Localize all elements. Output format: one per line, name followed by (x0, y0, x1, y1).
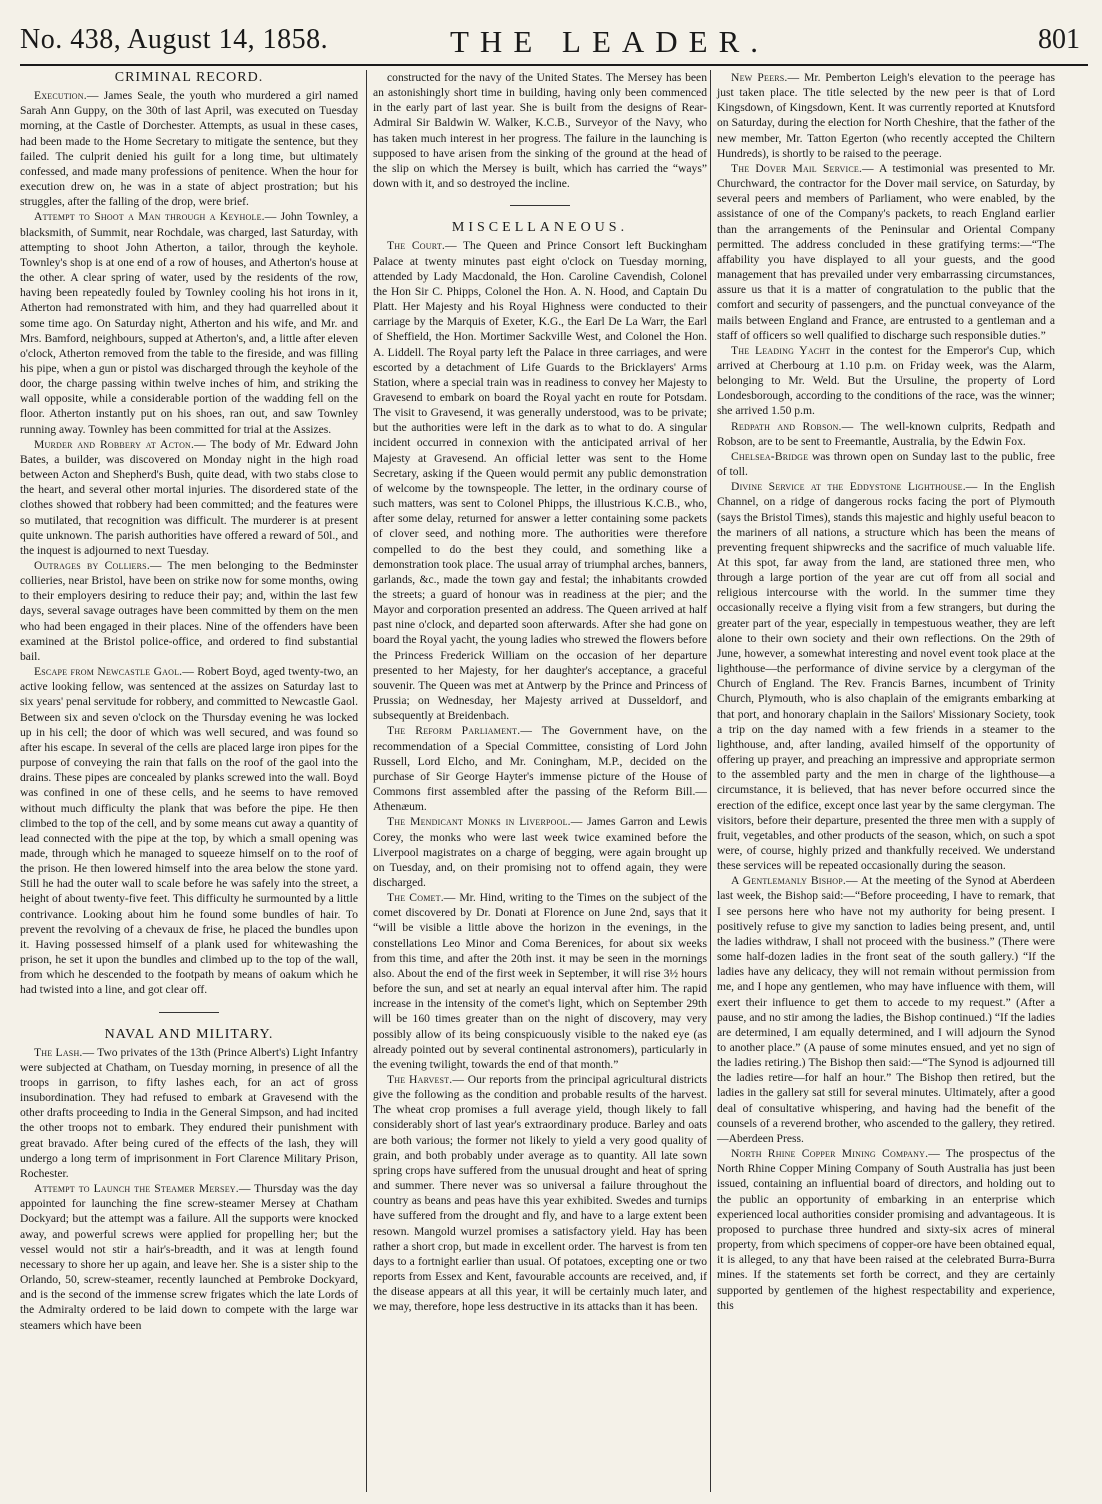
article-heading: The Reform Parliament.— (387, 724, 533, 738)
article-heading: The Harvest.— (387, 1073, 465, 1086)
article-body: James Garron and Lewis Corey, the monks who were last week twice examined before the Liverpool magistrates on a charge of begging, were again brought up on Tuesday, and, on their promising not to offend again, they were discharged. (373, 815, 707, 889)
article-paragraph (20, 437, 358, 558)
article-heading: The Court.— (387, 239, 457, 253)
masthead (20, 18, 1088, 66)
article-paragraph (373, 890, 707, 1072)
section-title-miscellaneous: MISCELLANEOUS. (451, 220, 629, 236)
article-body: John Townley, a blacksmith, of Summit, near Rochdale, was charged, last Saturday, with attempting to shoot John Atherton, a tailor, through the keyhole. Townley's shop is at one end of a row of houses, and Atherton's house at the other. A clear spring of water, used by the residents of the row, having been repeatedly fouled by Townley cooling his hot irons in it, Atherton had remonstrated with him, and they had quarrelled about it some time ago. On Saturday night, Atherton and his wife, and Mr. and Mrs. Bamford, neighbours, supped at Atherton's, and, a little after eleven o'clock, Atherton removed from the table to the fireside, and was filling his pipe, when a gun or pistol was discharged through the keyhole of the door, the charge passing within twelve inches of him, and striking the wall opposite, while a considerable portion of the wadding fell on the floor. Atherton instantly put on his shoes, ran out, and saw Townley running away. Townley has been committed for trial at the Assizes. (20, 210, 358, 436)
article-paragraph (20, 558, 358, 664)
column-1 (20, 70, 358, 1492)
article-body: constructed for the navy of the United States. The Mersey has been an astonishingly short time in building, having only been commenced in the early part of last year. She is built from the designs of Rear-Admiral Sir Baldwin W. Walker, K.C.B., Surveyor of the Navy, who has taken much interest in her progress. The failure in the launching is supposed to have arisen from the sinking of the ground at the head of the slip on which the Mersey is built, which has carried the “ways” down with it, and so destroyed the incline. (373, 71, 707, 191)
article-paragraph (717, 70, 1055, 161)
article-body: Mr. Hind, writing to the Times on the subject of the comet discovered by Dr. Donati at Florence on June 2nd, says that it “will be visible a little above the horizon in the evenings, in the constellations Leo Minor and Coma Berenices, for about six weeks from this time, and after the 20th inst. it may be seen in the mornings also. About the end of the first week in September, it will rise 3½ hours before the sun, and set at nearly an equal interval after him. The rapid increase in the intensity of the comet's light, which on September 29th will be 160 times greater than on the night of discovery, may very possibly allow of its being conspicuously visible to the naked eye (as already pointed out by several continental astronomers), particularly in the evening twilight, towards the end of that month.” (373, 891, 707, 1071)
section-divider (510, 205, 570, 206)
article-heading: Attempt to Launch the Steamer Mersey.— (34, 1182, 251, 1196)
article-paragraph (373, 1072, 707, 1315)
article-body: The Queen and Prince Consort left Buckingham Palace at twenty minutes past eight o'clock on Tuesday morning, attended by Lady Macdonald, the Hon. Caroline Cavendish, Colonel the Hon Sir C. Phipps, Colonel the Hon. A. N. Hood, and Captain Du Platt. Her Majesty and his Royal Highness were conducted to their carriage by the Marquis of Exeter, K.G., the Earl De La Warr, the Earl of Sheffield, the Hon. Mortimer Sackville West, and Colonel the Hon. A. Liddell. The Royal party left the Palace in three carriages, and were escorted by a detachment of Life Guards to the Bricklayers' Arms Station, where a special train was in readiness to convey her Majesty to Gravesend to embark on board the Royal yacht en route for Potsdam. The visit to Gravesend, it was generally understood, was to be private; but the authorities were left in the dark as to what to do. A singular incident occurred in connexion with the anticipated arrival of her Majesty at Gravesend. An official letter was sent to the Home Secretary, asking if the Queen would permit any public demonstration of welcome by the townspeople. The letter, in the ordinary course of such matters, was sent to Colonel Phipps, the illustrious K.C.B., who, after some delay, returned for answer a letter containing some packets of clover seed, and nothing more. The authorities were therefore compelled to do the best they could, and something like a demonstration took place. The usual array of triumphal arches, banners, garlands, &c., made the town gay and festal; the inhabitants crowded the streets; a guard of honour was in readiness at the pier; and the Mayor and corporation presented an address. The Queen arrived at half past nine o'clock, and departed soon afterwards. After she had gone on board the Royal yacht, the young ladies who strewed the flowers before the Princess Frederick William on the occasion of her departure presented to her Majesty, for her daughter's acceptance, a graceful souvenir. The Queen was met at Antwerp by the Prince and Princess of Prussia; on Wednesday, her Majesty arrived at Dusseldorf, and subsequently at Breidenbach. (373, 239, 707, 723)
article-body: At the meeting of the Synod at Aberdeen last week, the Bishop said:—“Before proceeding, I have to remark, that I see persons here who have not my authority for being present. I positively refuse to give my sanction to ladies being present, and, until the ladies withdraw, I shall not proceed with the business.” (There were some half-dozen ladies in the front seat of the south gallery.) “If the ladies have any delicacy, they will not remain without permission from me, and I hope any gentlemen, who may have influence with them, will exert their influence to get them to accede to my request.” (After a pause, and no stir among the ladies, the Bishop continued.) “If the ladies are determined, I am equally determined, and I will adjourn the Synod to another place.” (A pause of some minutes ensued, and yet no sign of the ladies retiring.) The Bishop then said:—“The Synod is adjourned till the ladies retire—for half an hour.” The Bishop then retired, but the ladies in the gallery sat still for several minutes. Ultimately, after a good deal of consultative whispering, and having had the benefit of the counsels of a reverend brother, who ascended to the gallery, they retired.—Aberdeen Press. (717, 874, 1055, 1145)
article-paragraph (373, 70, 707, 191)
article-body: was thrown open on Sunday last to the public, free of toll. (717, 449, 1055, 479)
article-body: The prospectus of the North Rhine Copper Mining Company of South Australia has just been issued, containing an influential board of directors, and holding out to the public an opportunity of embarking in an enterprise which experienced local authorities consider promising and advantageous. It is proposed to purchase three hundred and sixty-six acres of mineral property, from which specimens of copper-ore have been obtained equal, it is alleged, to any that have been raised at the celebrated Burra-Burra mines. If the statements set forth be correct, and they are certainly supported by gentlemen of the highest respectability and experience, this (717, 1147, 1055, 1312)
page-number: 801 (1038, 24, 1080, 55)
section-title-criminal-record: CRIMINAL RECORD. (114, 70, 264, 85)
article-paragraph (20, 664, 358, 997)
article-body: The men belonging to the Bedminster collieries, near Bristol, have been on strike now for some months, owing to their employers desiring to reduce their pay; and, within the last few days, several savage outrages have been committed by them on the men who had been engaged in their places. Nine of the offenders have been examined at the Bristol police-office, and ordered to find substantial bail. (20, 559, 358, 663)
article-paragraph (373, 238, 707, 723)
article-heading: Redpath and Robson.— (731, 419, 854, 433)
article-heading: The Mendicant Monks in Liverpool.— (387, 815, 583, 829)
article-body: In the English Channel, on a ridge of dangerous rocks facing the port of Plymouth (says the Bristol Times), stands this majestic and highly useful beacon to the mariners of all nations, a structure which has been the means of preventing frequent shipwrecks and the sacrifice of much valuable life. At this spot, far away from the land, are stationed three men, who through a large portion of the year are cut off from all social and religious intercourse with the world. In the summer time they occasionally receive a flying visit from a few strangers, but during the greater part of the year, especially in tempestuous weather, they are left alone to their own society and their own reflections. On the 29th of June, however, a somewhat interesting and novel event took place at the lighthouse—the performance of divine service by a clergyman of the Church of England. The Rev. Francis Barnes, incumbent of Trinity Church, Plymouth, who is also chaplain of the emigrants embarking at that port, and honorary chaplain in the Sailors' Missionary Society, took a trip on the day named with a few friends in a steamer to the lighthouse, and, after landing, availed himself of the opportunity of offering up prayer, and preaching an impressive and appropriate sermon to the assembled party and the men in charge of the lighthouse—a circumstance, it is believed, that has never before occurred since the erection of the edifice, except once last year by the same clergyman. The visitors, before their departure, presented the three men with a supply of fruit, vegetables, and other products of the season, which, on such a spot were, of course, highly prized and thankfully received. We understand these services will be repeated occasionally during the season. (717, 480, 1055, 873)
article-body: Two privates of the 13th (Prince Albert's) Light Infantry were subjected at Chatham, on Tuesday morning, in presence of all the troops in garrison, to fifty lashes each, for an act of gross insubordination. They had refused to embark at Gravesend with the other drafts proceeding to India in the General Simpson, and had incited the other troops not to embark. They endured their punishment with great bravado. After being cured of the effects of the lash, they will undergo a long term of imprisonment in Fort Clarence Military Prison, Rochester. (20, 1045, 358, 1180)
article-paragraph (717, 449, 1055, 479)
article-heading: A Gentlemanly Bishop.— (731, 874, 858, 888)
column-3 (710, 70, 1055, 1492)
article-paragraph (373, 723, 707, 814)
article-heading: Outrages by Colliers.— (34, 559, 162, 572)
article-body: Robert Boyd, aged twenty-two, an active looking fellow, was sentenced at the assizes on Saturday last to six years' penal servitude for robbery, and committed to Newcastle Gaol. Between six and seven o'clock on the Thursday evening he was locked up in his cell; the door of which was well secured, and was found so after his escape. In several of the cells are placed large iron pipes for the purpose of conveying the rain that falls on the roof of the gaol into the drains. These pipes are concealed by planks screwed into the wall. Boyd was confined in one of these cells, and he seems to have removed without much difficulty the plank that was before the pipe. He then climbed to the top of the cell, and by some means cut away a quantity of lead connected with the pipe at the top, by which a small opening was made, through which he managed to squeeze himself on to the roof of the prison. He then lowered himself into the area below the stone yard. Still he had the outer wall to scale before he was safely into the street, a height of about twenty-five feet. This difficulty he surmounted by a little contrivance. Looking about him he found some bundles of hair. To prevent the revolving of a chevaux de frise, he placed the bundles upon it. Having possessed himself of a plank used for whitewashing the prison, he set it upon the bundles and climbed up to the top of the wall, from which he descended to the footpath by means of oakum which he had twisted into a line, and got clear off. (20, 665, 358, 997)
section-divider (159, 1012, 219, 1013)
article-paragraph (20, 1181, 358, 1333)
article-heading: Execution.— (34, 89, 99, 103)
article-body: The body of Mr. Edward John Bates, a builder, was discovered on Monday night in the high road between Acton and Shepherd's Bush, quite dead, with two stabs close to the heart, and several other mortal injuries. The disordered state of the clothes showed that robbery had been committed; and the features were so mutilated, that recognition was difficult. The murderer is at present quite unknown. The parish authorities have offered a reward of 50l., and the inquest is adjourned to next Tuesday. (20, 437, 358, 557)
article-heading: The Dover Mail Service.— (731, 161, 874, 175)
article-body: Thursday was the day appointed for launching the fine screw-steamer Mersey at Chatham Dockyard; but the attempt was a failure. All the supports were knocked away, and powerful screws were applied for propelling her; but the vessel would not stir a hair's-breadth, and it was at length found necessary to shore her up again, and leave her. She is a sister ship to the Orlando, 50, screw-steamer, recently launched at Pembroke Dockyard, and is the second of the immense screw frigates which the late Lords of the Admiralty ordered to be laid down to compete with the large war steamers which have been (20, 1182, 358, 1332)
newspaper-title: THE LEADER. (450, 24, 770, 59)
article-body: James Seale, the youth who murdered a girl named Sarah Ann Guppy, on the 30th of last April, was executed on Tuesday morning, at the Castle of Dorchester. Attempts, as usual in these cases, had been made to the Home Secretary to mitigate the sentence, but they failed. The culprit denied his guilt for a long time, but ultimately confessed, and made many professions of penitence. When the hour for execution drew on, he was in a state of abject prostration; but his struggles, after the falling of the drop, were brief. (20, 89, 358, 209)
article-heading: The Lash.— (34, 1045, 95, 1059)
article-paragraph (717, 161, 1055, 343)
article-paragraph (717, 419, 1055, 449)
article-paragraph (20, 1045, 358, 1181)
article-heading: Murder and Robbery at Acton.— (34, 437, 206, 451)
article-heading: Chelsea-Bridge (731, 449, 809, 463)
section-title-naval-military: NAVAL AND MILITARY. (104, 1026, 274, 1042)
article-heading: Attempt to Shoot a Man through a Keyhole.— (34, 210, 277, 224)
article-paragraph (717, 1146, 1055, 1313)
article-heading: New Peers.— (731, 71, 800, 84)
article-paragraph (20, 88, 358, 209)
article-heading: Divine Service at the Eddystone Lighthouse.— (731, 480, 978, 494)
article-paragraph (20, 209, 358, 436)
article-body: The Government have, on the recommendation of a Special Committee, consisting of Lord John Russell, Lord Elcho, and Mr. Coningham, M.P., decided on the purchase of Sir George Hayter's immense picture of the House of Commons first assembled after the passing of the Reform Bill.—Athenæum. (373, 724, 707, 814)
article-body: Our reports from the principal agricultural districts give the following as the condition and probable results of the harvest. The wheat crop promises a full average yield, though likely to fall considerably short of last year's extraordinary produce. Barley and oats are both various; the former not likely to yield a very good quality of grain, and both probably under average as to quantity. All late sown spring crops have suffered from the unusual drought and heat of spring and summer. There never was so universal a failure throughout the country as beans and peas have this year exhibited. Swedes and turnips have suffered from the drought and fly, and have to a large extent been resown. Mangold wurzel promises a satisfactory yield. Hay has been rather a short crop, but made in excellent order. The harvest is from ten days to a fortnight earlier than usual. Of potatoes, excepting one or two reports from Essex and Kent, favourable accounts are received, and, if the disease appears at all this year, it will be certainly much later, and we may, therefore, hope less destructive in its attacks than it has been. (373, 1073, 707, 1314)
column-2 (366, 70, 707, 1492)
issue-date: No. 438, August 14, 1858. (20, 24, 329, 55)
article-paragraph (717, 343, 1055, 419)
article-body: Mr. Pemberton Leigh's elevation to the peerage has just taken place. The title selected by the new peer is that of Lord Kingsdown, of Kingsdown, Kent. It was currently reported at Knutsford on Saturday, during the election for North Cheshire, that the father of the new member, Mr. Tatton Egerton (who recently accepted the Chiltern Hundreds), is shortly to be raised to the peerage. (717, 71, 1055, 160)
article-paragraph (373, 814, 707, 890)
article-body: in the contest for the Emperor's Cup, which arrived at Cherbourg at 1.10 p.m. on Friday week, was the Alarm, belonging to Mr. Weld. But the Ursuline, the property of Lord Londesborough, according to the conditions of the race, was the winner; she arrived 1.50 p.m. (717, 343, 1055, 418)
article-paragraph (717, 873, 1055, 1146)
article-heading: Escape from Newcastle Gaol.— (34, 665, 195, 679)
article-heading: The Comet.— (387, 891, 456, 905)
article-body: A testimonial was presented to Mr. Churchward, the contractor for the Dover mail service, on Saturday, by several peers and members of Parliament, who were enabled, by the assistance of one of the Company's packets, to reach England earlier than the arrangements of the Peninsular and Oriental Company permitted. The address concluded in these gratifying terms:—“The affability you have displayed to all your guests, and the good management that has prevailed under very embarrassing circumstances, assure us that it is a matter of congratulation to the public that the comfort and security of passengers, and the punctual conveyance of the mails between England and France, are entrusted to a gentleman and a staff of officers so well qualified to discharge such responsible duties.” (717, 161, 1055, 342)
article-paragraph (717, 479, 1055, 873)
article-body: The well-known culprits, Redpath and Robson, are to be sent to Freemantle, Australia, by the Edwin Fox. (717, 419, 1055, 448)
article-heading: North Rhine Copper Mining Company.— (731, 1147, 941, 1161)
article-heading: The Leading Yacht (731, 343, 831, 357)
